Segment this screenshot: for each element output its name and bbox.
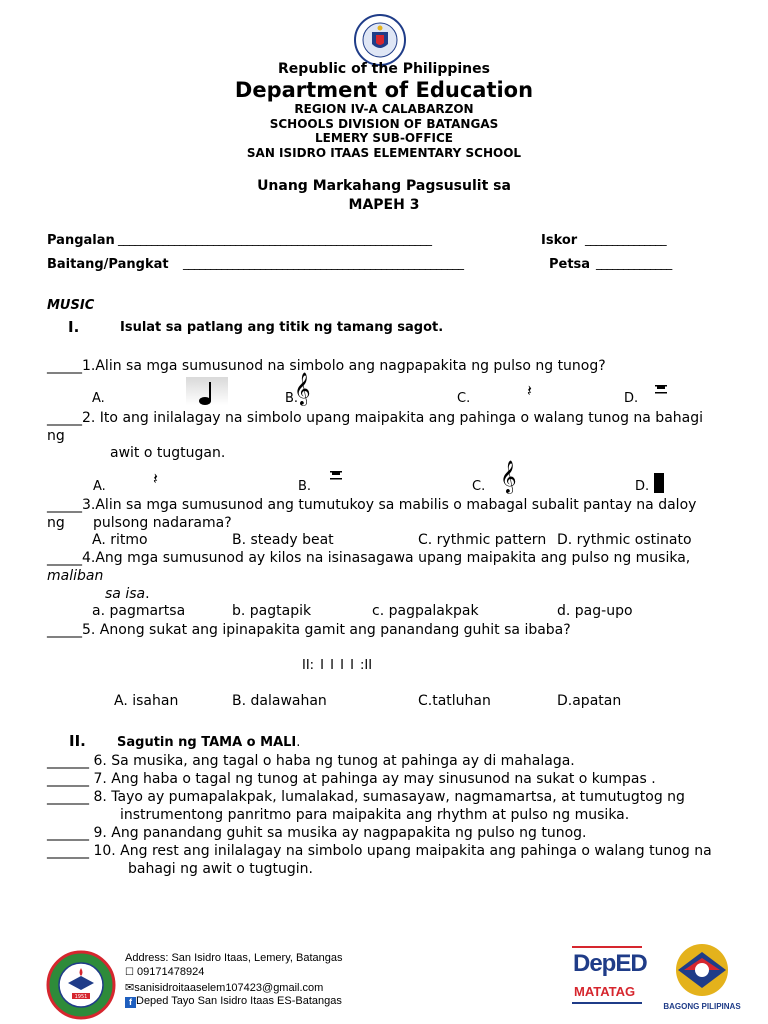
q4-choice-a: a. pagmartsa bbox=[92, 603, 186, 619]
envelope-icon: ✉ bbox=[125, 981, 135, 994]
department-title: Department of Education bbox=[234, 78, 534, 102]
score-field[interactable]: _______________ bbox=[585, 232, 667, 246]
question-1: _____1.Alin sa mga sumusunod na simbolo ang nagpapakita ng pulso ng tunog? bbox=[47, 358, 606, 374]
question-4: _____4.Ang mga sumusunod ay kilos na isinasagawa upang maipakita ang pulso ng musika, bbox=[47, 550, 691, 566]
part1-instruction: Isulat sa patlang ang titik ng tamang sagot. bbox=[120, 320, 444, 335]
quarter-rest-icon: 𝄽 bbox=[153, 469, 158, 488]
q4-choice-d: d. pag-upo bbox=[557, 603, 633, 619]
question-2-cont: awit o tugtugan. bbox=[110, 445, 226, 461]
q4-choice-c: c. pagpalakpak bbox=[372, 603, 479, 619]
question-3: _____3.Alin sa mga sumusunod ang tumutukoy sa mabilis o mabagal subalit pantay na daloy bbox=[47, 497, 697, 513]
date-field[interactable]: ______________ bbox=[596, 256, 672, 270]
deped-seal-logo bbox=[354, 14, 406, 66]
question-4-except: maliban bbox=[47, 568, 104, 584]
q4-choice-b: b. pagtapik bbox=[232, 603, 312, 619]
tf-item-6: ______ 6. Sa musika, ang tagal o haba ng tunog at pahinga ay di mahalaga. bbox=[47, 753, 575, 769]
grade-section-label: Baitang/Pangkat bbox=[47, 257, 169, 272]
q1-choice-b: B. bbox=[285, 391, 299, 406]
exam-subject: MAPEH 3 bbox=[348, 197, 420, 213]
tf-item-8: ______ 8. Tayo ay pumapalakpak, lumalakad, sumasayaw, nagmamartsa, at tumutugtog ng bbox=[47, 789, 685, 805]
score-label: Iskor bbox=[541, 233, 578, 248]
deped-logo-text: DepED bbox=[573, 950, 647, 977]
whole-rest-block-icon bbox=[654, 473, 664, 493]
republic-line: Republic of the Philippines bbox=[278, 61, 490, 77]
deped-matatag-logo bbox=[568, 944, 648, 1012]
question-2: _____2. Ito ang inilalagay na simbolo upang maipakita ang pahinga o walang tunog na bahagi bbox=[47, 410, 704, 426]
date-label: Petsa bbox=[549, 257, 591, 272]
question-5: _____5. Anong sukat ang ipinapakita gamit ang panandang guhit sa ibaba? bbox=[47, 622, 571, 638]
bagong-pilipinas-text: BAGONG PILIPINAS bbox=[663, 1002, 741, 1011]
q3-choice-c: C. rythmic pattern bbox=[418, 532, 547, 548]
q5-choice-c: C.tatluhan bbox=[418, 693, 491, 709]
grade-section-field[interactable]: ___________________________________________________ bbox=[183, 256, 464, 270]
school-seal-year: 1951 bbox=[74, 994, 88, 1000]
school-seal-logo bbox=[46, 950, 116, 1020]
division-line: SCHOOLS DIVISION OF BATANGAS bbox=[269, 117, 499, 131]
quarter-note-icon bbox=[196, 380, 218, 406]
footer-email: ✉sanisidroitaaselem107423@gmail.com bbox=[125, 981, 324, 994]
question-3-cont: pulsong nadarama? bbox=[93, 515, 232, 531]
q5-choice-d: D.apatan bbox=[557, 693, 622, 709]
treble-clef-icon: 𝄞 bbox=[500, 460, 517, 493]
question-4-cont: sa isa. bbox=[105, 586, 150, 602]
footer-facebook: f Deped Tayo San Isidro Itaas ES-Batangas bbox=[125, 995, 342, 1008]
q1-choice-d: D. bbox=[624, 391, 639, 406]
name-field[interactable]: ________________________________________________________ bbox=[118, 232, 432, 246]
tf-item-8-cont: instrumentong panritmo para maipakita ang rhythm at pulso ng musika. bbox=[120, 807, 630, 823]
phone-icon: ☐ bbox=[125, 967, 134, 978]
q5-choice-b: B. dalawahan bbox=[232, 693, 327, 709]
question-2-wrap: ng bbox=[47, 428, 65, 444]
q5-choice-a: A. isahan bbox=[114, 693, 179, 709]
facebook-icon: f bbox=[125, 997, 136, 1008]
part2-number: II. bbox=[69, 732, 86, 750]
matatag-text: MATATAG bbox=[574, 984, 636, 999]
q2-choice-d: D. bbox=[635, 479, 650, 494]
question-3-wrap: ng bbox=[47, 515, 65, 531]
half-rest-icon bbox=[654, 382, 668, 396]
q3-choice-b: B. steady beat bbox=[232, 532, 334, 548]
q3-choice-d: D. rythmic ostinato bbox=[557, 532, 692, 548]
q2-choice-c: C. bbox=[472, 479, 486, 494]
music-label: MUSIC bbox=[47, 298, 95, 313]
name-label: Pangalan bbox=[47, 233, 115, 248]
part1-number: I. bbox=[68, 318, 80, 336]
bagong-pilipinas-logo bbox=[666, 940, 738, 1002]
school-line: SAN ISIDRO ITAAS ELEMENTARY SCHOOL bbox=[246, 146, 522, 160]
tf-item-10: ______ 10. Ang rest ang inilalagay na simbolo upang maipakita ang pahinga o walang tunog na bbox=[47, 843, 712, 859]
exam-title: Unang Markahang Pagsusulit sa bbox=[257, 178, 511, 194]
tf-item-7: ______ 7. Ang haba o tagal ng tunog at pahinga ay may sinusunod na sukat o kumpas . bbox=[47, 771, 656, 787]
footer-phone: ☐ 09171478924 bbox=[125, 966, 205, 978]
treble-clef-icon: 𝄞 bbox=[294, 372, 311, 405]
half-rest-icon bbox=[329, 468, 343, 482]
part2-instruction: Sagutin ng TAMA o MALI. bbox=[117, 735, 301, 750]
q2-choice-b: B. bbox=[298, 479, 312, 494]
q3-choice-a: A. ritmo bbox=[92, 532, 148, 548]
q1-choice-c: C. bbox=[457, 391, 471, 406]
q1-choice-a: A. bbox=[92, 391, 105, 406]
quarter-rest-icon: 𝄽 bbox=[527, 381, 532, 400]
tf-item-10-cont: bahagi ng awit o tugtugin. bbox=[128, 861, 313, 877]
measure-notation: II: I I I I :II bbox=[302, 658, 373, 673]
suboffice-line: LEMERY SUB-OFFICE bbox=[314, 131, 453, 145]
footer-address: Address: San Isidro Itaas, Lemery, Batangas bbox=[125, 952, 343, 964]
q2-choice-a: A. bbox=[93, 479, 106, 494]
tf-item-9: ______ 9. Ang panandang guhit sa musika ay nagpapakita ng pulso ng tunog. bbox=[47, 825, 587, 841]
region-line: REGION IV-A CALABARZON bbox=[294, 102, 474, 116]
